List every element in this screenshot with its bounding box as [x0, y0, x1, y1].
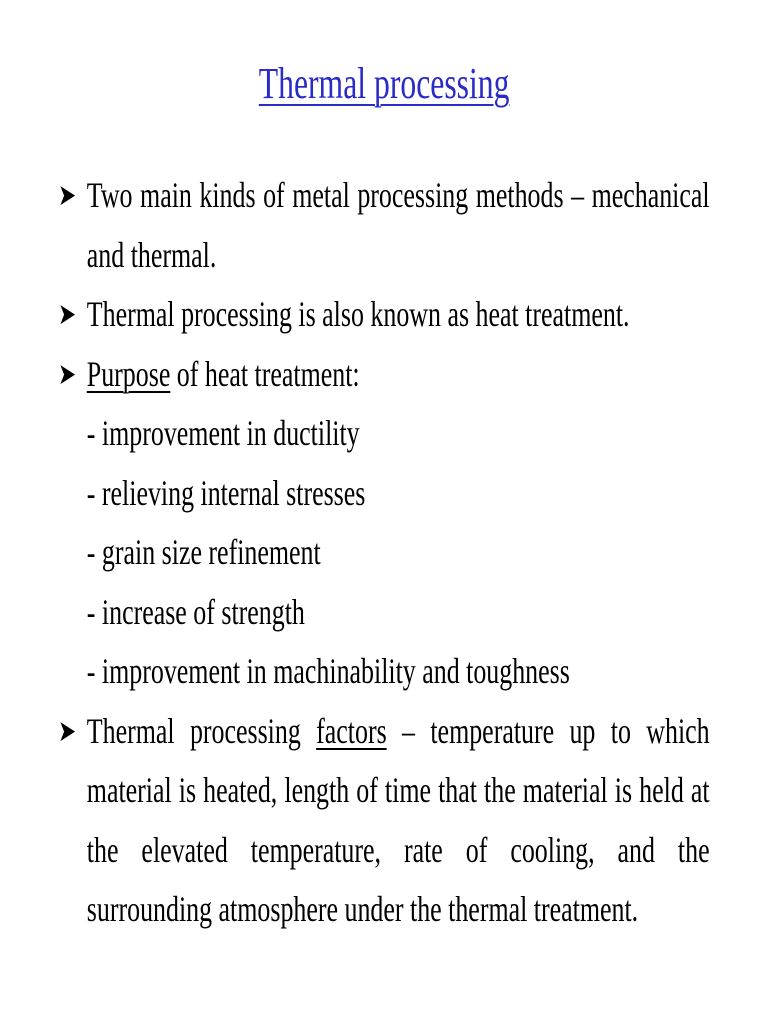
bullet-1-line-1 [58, 166, 710, 226]
bullet-text: material is heated, length of time that the material is held at [86, 770, 710, 810]
bullet-text [87, 345, 360, 405]
sub-item-text: - grain size refinement [86, 532, 321, 572]
sub-item [58, 464, 710, 524]
bullet-text-prefix: Thermal processing [86, 710, 301, 751]
bullet-2-line-1 [58, 285, 710, 345]
bullet-text-rest: of heat treatment: [170, 353, 360, 394]
sub-item [58, 404, 710, 464]
bullet-4-line-4 [58, 880, 710, 940]
sub-item-text: - increase of strength [86, 591, 305, 632]
bullet-text: surrounding atmosphere under the thermal treatment. [86, 889, 639, 929]
sub-item [58, 642, 710, 702]
underlined-term: Purpose [86, 353, 171, 394]
bullet-3-line-1 [58, 345, 710, 405]
sub-item-text: - improvement in ductility [86, 413, 360, 453]
bullet-text: the elevated temperature, rate of cooling, and the [86, 829, 710, 870]
arrow-right-bullet-icon: ➤ [58, 178, 77, 213]
bullet-text [87, 702, 710, 762]
title-wrap [0, 58, 768, 109]
bullet-4-line-2 [58, 761, 710, 821]
arrow-right-bullet-icon: ➤ [58, 356, 77, 392]
bullet-text: Two main kinds of metal processing methods – mechanical [86, 175, 710, 215]
sub-item-text: - relieving internal stresses [86, 472, 366, 513]
arrow-right-bullet-icon: ➤ [58, 713, 77, 749]
bullet-4-line-3 [58, 821, 710, 881]
slide-body [58, 166, 710, 940]
sub-item [58, 523, 710, 583]
bullet-text-rest: – temperature up to which [402, 710, 710, 751]
bullet-1-line-2 [58, 226, 710, 286]
bullet-text: and thermal. [86, 234, 217, 275]
sub-item-text: - improvement in machinability and toughness [86, 651, 570, 691]
arrow-right-bullet-icon: ➤ [58, 297, 77, 332]
bullet-4-line-1 [58, 702, 710, 762]
bullet-list [58, 166, 710, 940]
slide-title: Thermal processing [258, 59, 510, 108]
underlined-term: factors [316, 710, 387, 751]
bullet-text: Thermal processing is also known as heat treatment. [86, 294, 630, 334]
sub-item [58, 583, 710, 643]
